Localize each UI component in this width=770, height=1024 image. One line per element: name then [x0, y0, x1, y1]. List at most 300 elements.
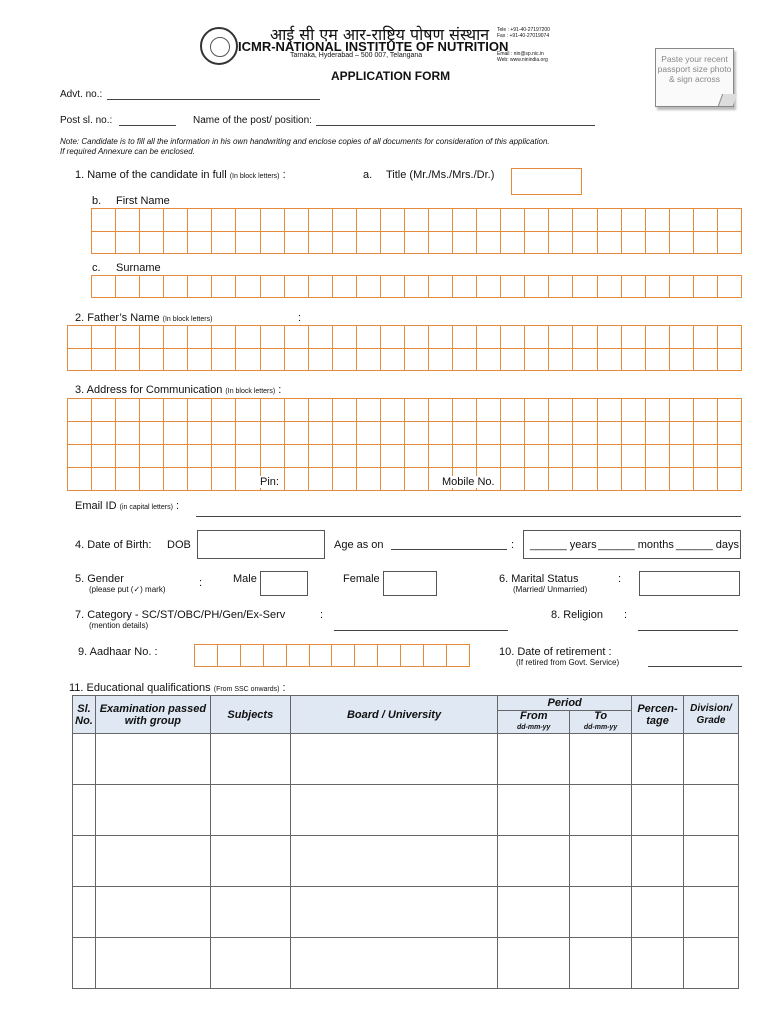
table-cell[interactable]: [498, 734, 570, 785]
letter-cell[interactable]: [670, 276, 694, 298]
letter-cell[interactable]: [261, 349, 285, 372]
table-cell[interactable]: [632, 836, 684, 887]
letter-cell[interactable]: [525, 209, 549, 232]
letter-cell[interactable]: [285, 276, 309, 298]
letter-cell[interactable]: [598, 422, 622, 445]
letter-cell[interactable]: [92, 422, 116, 445]
letter-cell[interactable]: [357, 399, 381, 422]
letter-cell[interactable]: [68, 349, 92, 372]
letter-cell[interactable]: [549, 468, 573, 491]
letter-cell[interactable]: [241, 645, 264, 667]
letter-cell[interactable]: [381, 232, 405, 255]
table-cell[interactable]: [632, 938, 684, 989]
letter-cell[interactable]: [333, 349, 357, 372]
letter-cell[interactable]: [646, 468, 670, 491]
letter-cell[interactable]: [401, 645, 424, 667]
letter-cell[interactable]: [646, 326, 670, 349]
letter-cell[interactable]: [188, 468, 212, 491]
letter-cell[interactable]: [218, 645, 241, 667]
letter-cell[interactable]: [212, 326, 236, 349]
letter-cell[interactable]: [92, 232, 116, 255]
letter-cell[interactable]: [195, 645, 218, 667]
letter-cell[interactable]: [694, 445, 718, 468]
letter-cell[interactable]: [236, 326, 260, 349]
letter-cell[interactable]: [140, 326, 164, 349]
table-cell[interactable]: [210, 734, 290, 785]
letter-cell[interactable]: [694, 209, 718, 232]
letter-cell[interactable]: [424, 645, 447, 667]
table-cell[interactable]: [73, 734, 96, 785]
letter-cell[interactable]: [598, 276, 622, 298]
marital-status-input[interactable]: [639, 571, 740, 596]
letter-cell[interactable]: [453, 232, 477, 255]
table-cell[interactable]: [95, 887, 210, 938]
letter-cell[interactable]: [477, 422, 501, 445]
letter-cell[interactable]: [694, 468, 718, 491]
letter-cell[interactable]: [164, 276, 188, 298]
letter-cell[interactable]: [333, 276, 357, 298]
letter-cell[interactable]: [501, 232, 525, 255]
letter-cell[interactable]: [309, 422, 333, 445]
letter-cell[interactable]: [357, 209, 381, 232]
letter-cell[interactable]: [285, 422, 309, 445]
letter-cell[interactable]: [694, 399, 718, 422]
letter-cell[interactable]: [501, 276, 525, 298]
letter-cell[interactable]: [92, 445, 116, 468]
table-cell[interactable]: [684, 785, 739, 836]
letter-cell[interactable]: [598, 399, 622, 422]
letter-cell[interactable]: [477, 276, 501, 298]
letter-cell[interactable]: [357, 468, 381, 491]
email-id-field[interactable]: [196, 516, 741, 517]
letter-cell[interactable]: [164, 326, 188, 349]
letter-cell[interactable]: [116, 349, 140, 372]
letter-cell[interactable]: [116, 445, 140, 468]
letter-cell[interactable]: [670, 422, 694, 445]
letter-cell[interactable]: [164, 232, 188, 255]
letter-cell[interactable]: [598, 349, 622, 372]
letter-cell[interactable]: [405, 276, 429, 298]
table-cell[interactable]: [570, 836, 632, 887]
letter-cell[interactable]: [646, 349, 670, 372]
table-cell[interactable]: [684, 938, 739, 989]
letter-cell[interactable]: [309, 276, 333, 298]
letter-cell[interactable]: [188, 399, 212, 422]
letter-cell[interactable]: [140, 445, 164, 468]
table-cell[interactable]: [632, 887, 684, 938]
letter-cell[interactable]: [405, 399, 429, 422]
letter-cell[interactable]: [357, 232, 381, 255]
letter-cell[interactable]: [68, 445, 92, 468]
letter-cell[interactable]: [405, 349, 429, 372]
letter-cell[interactable]: [646, 445, 670, 468]
letter-cell[interactable]: [92, 276, 116, 298]
table-cell[interactable]: [95, 785, 210, 836]
letter-cell[interactable]: [501, 445, 525, 468]
letter-cell[interactable]: [285, 349, 309, 372]
letter-cell[interactable]: [598, 232, 622, 255]
table-cell[interactable]: [73, 938, 96, 989]
letter-cell[interactable]: [598, 445, 622, 468]
letter-cell[interactable]: [573, 276, 597, 298]
letter-cell[interactable]: [477, 349, 501, 372]
letter-cell[interactable]: [333, 399, 357, 422]
letter-cell[interactable]: [164, 422, 188, 445]
letter-cell[interactable]: [525, 326, 549, 349]
table-cell[interactable]: [73, 785, 96, 836]
category-field[interactable]: [334, 630, 508, 631]
letter-cell[interactable]: [116, 468, 140, 491]
letter-cell[interactable]: [429, 232, 453, 255]
letter-cell[interactable]: [381, 209, 405, 232]
letter-cell[interactable]: [453, 399, 477, 422]
letter-cell[interactable]: [378, 645, 401, 667]
letter-cell[interactable]: [261, 326, 285, 349]
letter-cell[interactable]: [718, 209, 742, 232]
table-cell[interactable]: [210, 836, 290, 887]
table-cell[interactable]: [210, 887, 290, 938]
letter-cell[interactable]: [573, 468, 597, 491]
letter-cell[interactable]: [188, 349, 212, 372]
letter-cell[interactable]: [261, 422, 285, 445]
letter-cell[interactable]: [694, 349, 718, 372]
letter-cell[interactable]: [549, 209, 573, 232]
letter-cell[interactable]: [236, 232, 260, 255]
letter-cell[interactable]: [381, 276, 405, 298]
letter-cell[interactable]: [264, 645, 287, 667]
letter-cell[interactable]: [116, 276, 140, 298]
letter-cell[interactable]: [261, 399, 285, 422]
letter-cell[interactable]: [622, 209, 646, 232]
letter-cell[interactable]: [285, 445, 309, 468]
letter-cell[interactable]: [140, 399, 164, 422]
letter-cell[interactable]: [718, 232, 742, 255]
letter-cell[interactable]: [453, 445, 477, 468]
letter-cell[interactable]: [453, 209, 477, 232]
letter-cell[interactable]: [140, 349, 164, 372]
letter-cell[interactable]: [670, 445, 694, 468]
table-cell[interactable]: [95, 938, 210, 989]
letter-cell[interactable]: [285, 326, 309, 349]
letter-cell[interactable]: [573, 232, 597, 255]
letter-cell[interactable]: [333, 326, 357, 349]
letter-cell[interactable]: [429, 445, 453, 468]
letter-cell[interactable]: [287, 645, 310, 667]
letter-cell[interactable]: [309, 349, 333, 372]
letter-cell[interactable]: [477, 399, 501, 422]
letter-cell[interactable]: [236, 349, 260, 372]
letter-cell[interactable]: [405, 445, 429, 468]
letter-cell[interactable]: [453, 349, 477, 372]
letter-cell[interactable]: [501, 326, 525, 349]
letter-cell[interactable]: [405, 422, 429, 445]
table-cell[interactable]: [684, 836, 739, 887]
letter-cell[interactable]: [646, 232, 670, 255]
letter-cell[interactable]: [381, 349, 405, 372]
post-name-field[interactable]: [316, 125, 595, 126]
letter-cell[interactable]: [549, 326, 573, 349]
letter-cell[interactable]: [429, 349, 453, 372]
letter-cell[interactable]: [212, 422, 236, 445]
letter-cell[interactable]: [188, 422, 212, 445]
table-cell[interactable]: [684, 887, 739, 938]
letter-cell[interactable]: [333, 468, 357, 491]
letter-cell[interactable]: [212, 445, 236, 468]
letter-cell[interactable]: [92, 209, 116, 232]
letter-cell[interactable]: [68, 422, 92, 445]
letter-cell[interactable]: [670, 468, 694, 491]
letter-cell[interactable]: [333, 232, 357, 255]
letter-cell[interactable]: [140, 209, 164, 232]
letter-cell[interactable]: [477, 232, 501, 255]
letter-cell[interactable]: [212, 399, 236, 422]
letter-cell[interactable]: [140, 276, 164, 298]
letter-cell[interactable]: [453, 422, 477, 445]
letter-cell[interactable]: [429, 399, 453, 422]
letter-cell[interactable]: [357, 276, 381, 298]
letter-cell[interactable]: [333, 422, 357, 445]
letter-cell[interactable]: [116, 422, 140, 445]
letter-cell[interactable]: [453, 326, 477, 349]
letter-cell[interactable]: [68, 326, 92, 349]
letter-cell[interactable]: [447, 645, 470, 667]
letter-cell[interactable]: [381, 422, 405, 445]
table-cell[interactable]: [73, 836, 96, 887]
letter-cell[interactable]: [92, 399, 116, 422]
letter-cell[interactable]: [357, 326, 381, 349]
letter-cell[interactable]: [285, 209, 309, 232]
letter-cell[interactable]: [718, 276, 742, 298]
father-name-grid[interactable]: [67, 325, 742, 371]
letter-cell[interactable]: [333, 209, 357, 232]
table-cell[interactable]: [290, 734, 498, 785]
letter-cell[interactable]: [188, 232, 212, 255]
letter-cell[interactable]: [405, 468, 429, 491]
letter-cell[interactable]: [381, 468, 405, 491]
dob-input[interactable]: [197, 530, 325, 559]
letter-cell[interactable]: [622, 349, 646, 372]
letter-cell[interactable]: [236, 445, 260, 468]
letter-cell[interactable]: [212, 349, 236, 372]
table-cell[interactable]: [290, 785, 498, 836]
table-cell[interactable]: [290, 938, 498, 989]
letter-cell[interactable]: [261, 276, 285, 298]
letter-cell[interactable]: [285, 399, 309, 422]
male-checkbox[interactable]: [260, 571, 308, 596]
letter-cell[interactable]: [670, 399, 694, 422]
letter-cell[interactable]: [236, 209, 260, 232]
letter-cell[interactable]: [573, 326, 597, 349]
letter-cell[interactable]: [501, 349, 525, 372]
address-grid[interactable]: [67, 398, 742, 491]
table-cell[interactable]: [290, 887, 498, 938]
letter-cell[interactable]: [525, 422, 549, 445]
letter-cell[interactable]: [694, 326, 718, 349]
letter-cell[interactable]: [622, 326, 646, 349]
letter-cell[interactable]: [332, 645, 355, 667]
letter-cell[interactable]: [501, 468, 525, 491]
letter-cell[interactable]: [212, 276, 236, 298]
letter-cell[interactable]: [573, 349, 597, 372]
table-cell[interactable]: [210, 938, 290, 989]
surname-grid[interactable]: [91, 275, 742, 298]
letter-cell[interactable]: [309, 326, 333, 349]
letter-cell[interactable]: [92, 468, 116, 491]
letter-cell[interactable]: [381, 326, 405, 349]
letter-cell[interactable]: [236, 399, 260, 422]
letter-cell[interactable]: [646, 422, 670, 445]
letter-cell[interactable]: [718, 349, 742, 372]
letter-cell[interactable]: [164, 209, 188, 232]
letter-cell[interactable]: [309, 399, 333, 422]
table-cell[interactable]: [570, 887, 632, 938]
letter-cell[interactable]: [549, 445, 573, 468]
letter-cell[interactable]: [236, 468, 260, 491]
letter-cell[interactable]: [116, 326, 140, 349]
letter-cell[interactable]: [188, 276, 212, 298]
letter-cell[interactable]: [646, 276, 670, 298]
letter-cell[interactable]: [549, 232, 573, 255]
letter-cell[interactable]: [309, 209, 333, 232]
letter-cell[interactable]: [164, 468, 188, 491]
letter-cell[interactable]: [646, 209, 670, 232]
letter-cell[interactable]: [212, 468, 236, 491]
letter-cell[interactable]: [622, 232, 646, 255]
letter-cell[interactable]: [164, 349, 188, 372]
aadhaar-grid[interactable]: [194, 644, 470, 667]
table-cell[interactable]: [498, 836, 570, 887]
letter-cell[interactable]: [188, 445, 212, 468]
letter-cell[interactable]: [405, 232, 429, 255]
letter-cell[interactable]: [429, 209, 453, 232]
letter-cell[interactable]: [188, 209, 212, 232]
letter-cell[interactable]: [501, 422, 525, 445]
letter-cell[interactable]: [718, 326, 742, 349]
letter-cell[interactable]: [477, 445, 501, 468]
letter-cell[interactable]: [212, 209, 236, 232]
letter-cell[interactable]: [718, 445, 742, 468]
age-as-on-field[interactable]: [391, 549, 507, 550]
letter-cell[interactable]: [525, 349, 549, 372]
age-months[interactable]: ______ months: [598, 539, 674, 551]
table-cell[interactable]: [498, 785, 570, 836]
letter-cell[interactable]: [68, 468, 92, 491]
letter-cell[interactable]: [718, 468, 742, 491]
letter-cell[interactable]: [405, 209, 429, 232]
table-cell[interactable]: [498, 887, 570, 938]
letter-cell[interactable]: [549, 422, 573, 445]
letter-cell[interactable]: [549, 399, 573, 422]
table-cell[interactable]: [95, 836, 210, 887]
letter-cell[interactable]: [622, 468, 646, 491]
table-cell[interactable]: [632, 734, 684, 785]
letter-cell[interactable]: [381, 445, 405, 468]
letter-cell[interactable]: [285, 468, 309, 491]
table-cell[interactable]: [95, 734, 210, 785]
letter-cell[interactable]: [718, 422, 742, 445]
letter-cell[interactable]: [670, 232, 694, 255]
letter-cell[interactable]: [453, 276, 477, 298]
letter-cell[interactable]: [261, 445, 285, 468]
letter-cell[interactable]: [501, 399, 525, 422]
letter-cell[interactable]: [718, 399, 742, 422]
table-cell[interactable]: [570, 734, 632, 785]
letter-cell[interactable]: [357, 349, 381, 372]
age-days[interactable]: ______ days: [676, 539, 739, 551]
advt-no-field[interactable]: [107, 99, 320, 100]
letter-cell[interactable]: [670, 349, 694, 372]
letter-cell[interactable]: [598, 468, 622, 491]
table-cell[interactable]: [684, 734, 739, 785]
letter-cell[interactable]: [694, 232, 718, 255]
letter-cell[interactable]: [622, 422, 646, 445]
letter-cell[interactable]: [549, 276, 573, 298]
letter-cell[interactable]: [333, 445, 357, 468]
letter-cell[interactable]: [381, 399, 405, 422]
letter-cell[interactable]: [164, 445, 188, 468]
table-cell[interactable]: [290, 836, 498, 887]
letter-cell[interactable]: [622, 399, 646, 422]
table-cell[interactable]: [632, 785, 684, 836]
letter-cell[interactable]: [525, 468, 549, 491]
table-cell[interactable]: [498, 938, 570, 989]
letter-cell[interactable]: [549, 349, 573, 372]
female-checkbox[interactable]: [383, 571, 437, 596]
letter-cell[interactable]: [357, 445, 381, 468]
table-cell[interactable]: [570, 938, 632, 989]
letter-cell[interactable]: [646, 399, 670, 422]
letter-cell[interactable]: [477, 326, 501, 349]
letter-cell[interactable]: [140, 422, 164, 445]
letter-cell[interactable]: [285, 232, 309, 255]
letter-cell[interactable]: [429, 276, 453, 298]
letter-cell[interactable]: [140, 468, 164, 491]
letter-cell[interactable]: [92, 326, 116, 349]
letter-cell[interactable]: [525, 399, 549, 422]
letter-cell[interactable]: [188, 326, 212, 349]
letter-cell[interactable]: [236, 276, 260, 298]
letter-cell[interactable]: [598, 326, 622, 349]
letter-cell[interactable]: [573, 209, 597, 232]
table-cell[interactable]: [73, 887, 96, 938]
retirement-field[interactable]: [648, 666, 742, 667]
letter-cell[interactable]: [261, 209, 285, 232]
letter-cell[interactable]: [116, 399, 140, 422]
letter-cell[interactable]: [140, 232, 164, 255]
letter-cell[interactable]: [429, 326, 453, 349]
letter-cell[interactable]: [598, 209, 622, 232]
letter-cell[interactable]: [525, 276, 549, 298]
age-years[interactable]: ______ years: [530, 539, 597, 551]
letter-cell[interactable]: [309, 232, 333, 255]
religion-field[interactable]: [638, 630, 738, 631]
table-cell[interactable]: [210, 785, 290, 836]
letter-cell[interactable]: [525, 232, 549, 255]
letter-cell[interactable]: [501, 209, 525, 232]
letter-cell[interactable]: [622, 445, 646, 468]
letter-cell[interactable]: [92, 349, 116, 372]
letter-cell[interactable]: [622, 276, 646, 298]
letter-cell[interactable]: [429, 422, 453, 445]
letter-cell[interactable]: [694, 276, 718, 298]
letter-cell[interactable]: [309, 445, 333, 468]
letter-cell[interactable]: [670, 209, 694, 232]
letter-cell[interactable]: [68, 399, 92, 422]
title-input[interactable]: [511, 168, 582, 195]
letter-cell[interactable]: [525, 445, 549, 468]
letter-cell[interactable]: [310, 645, 333, 667]
letter-cell[interactable]: [355, 645, 378, 667]
